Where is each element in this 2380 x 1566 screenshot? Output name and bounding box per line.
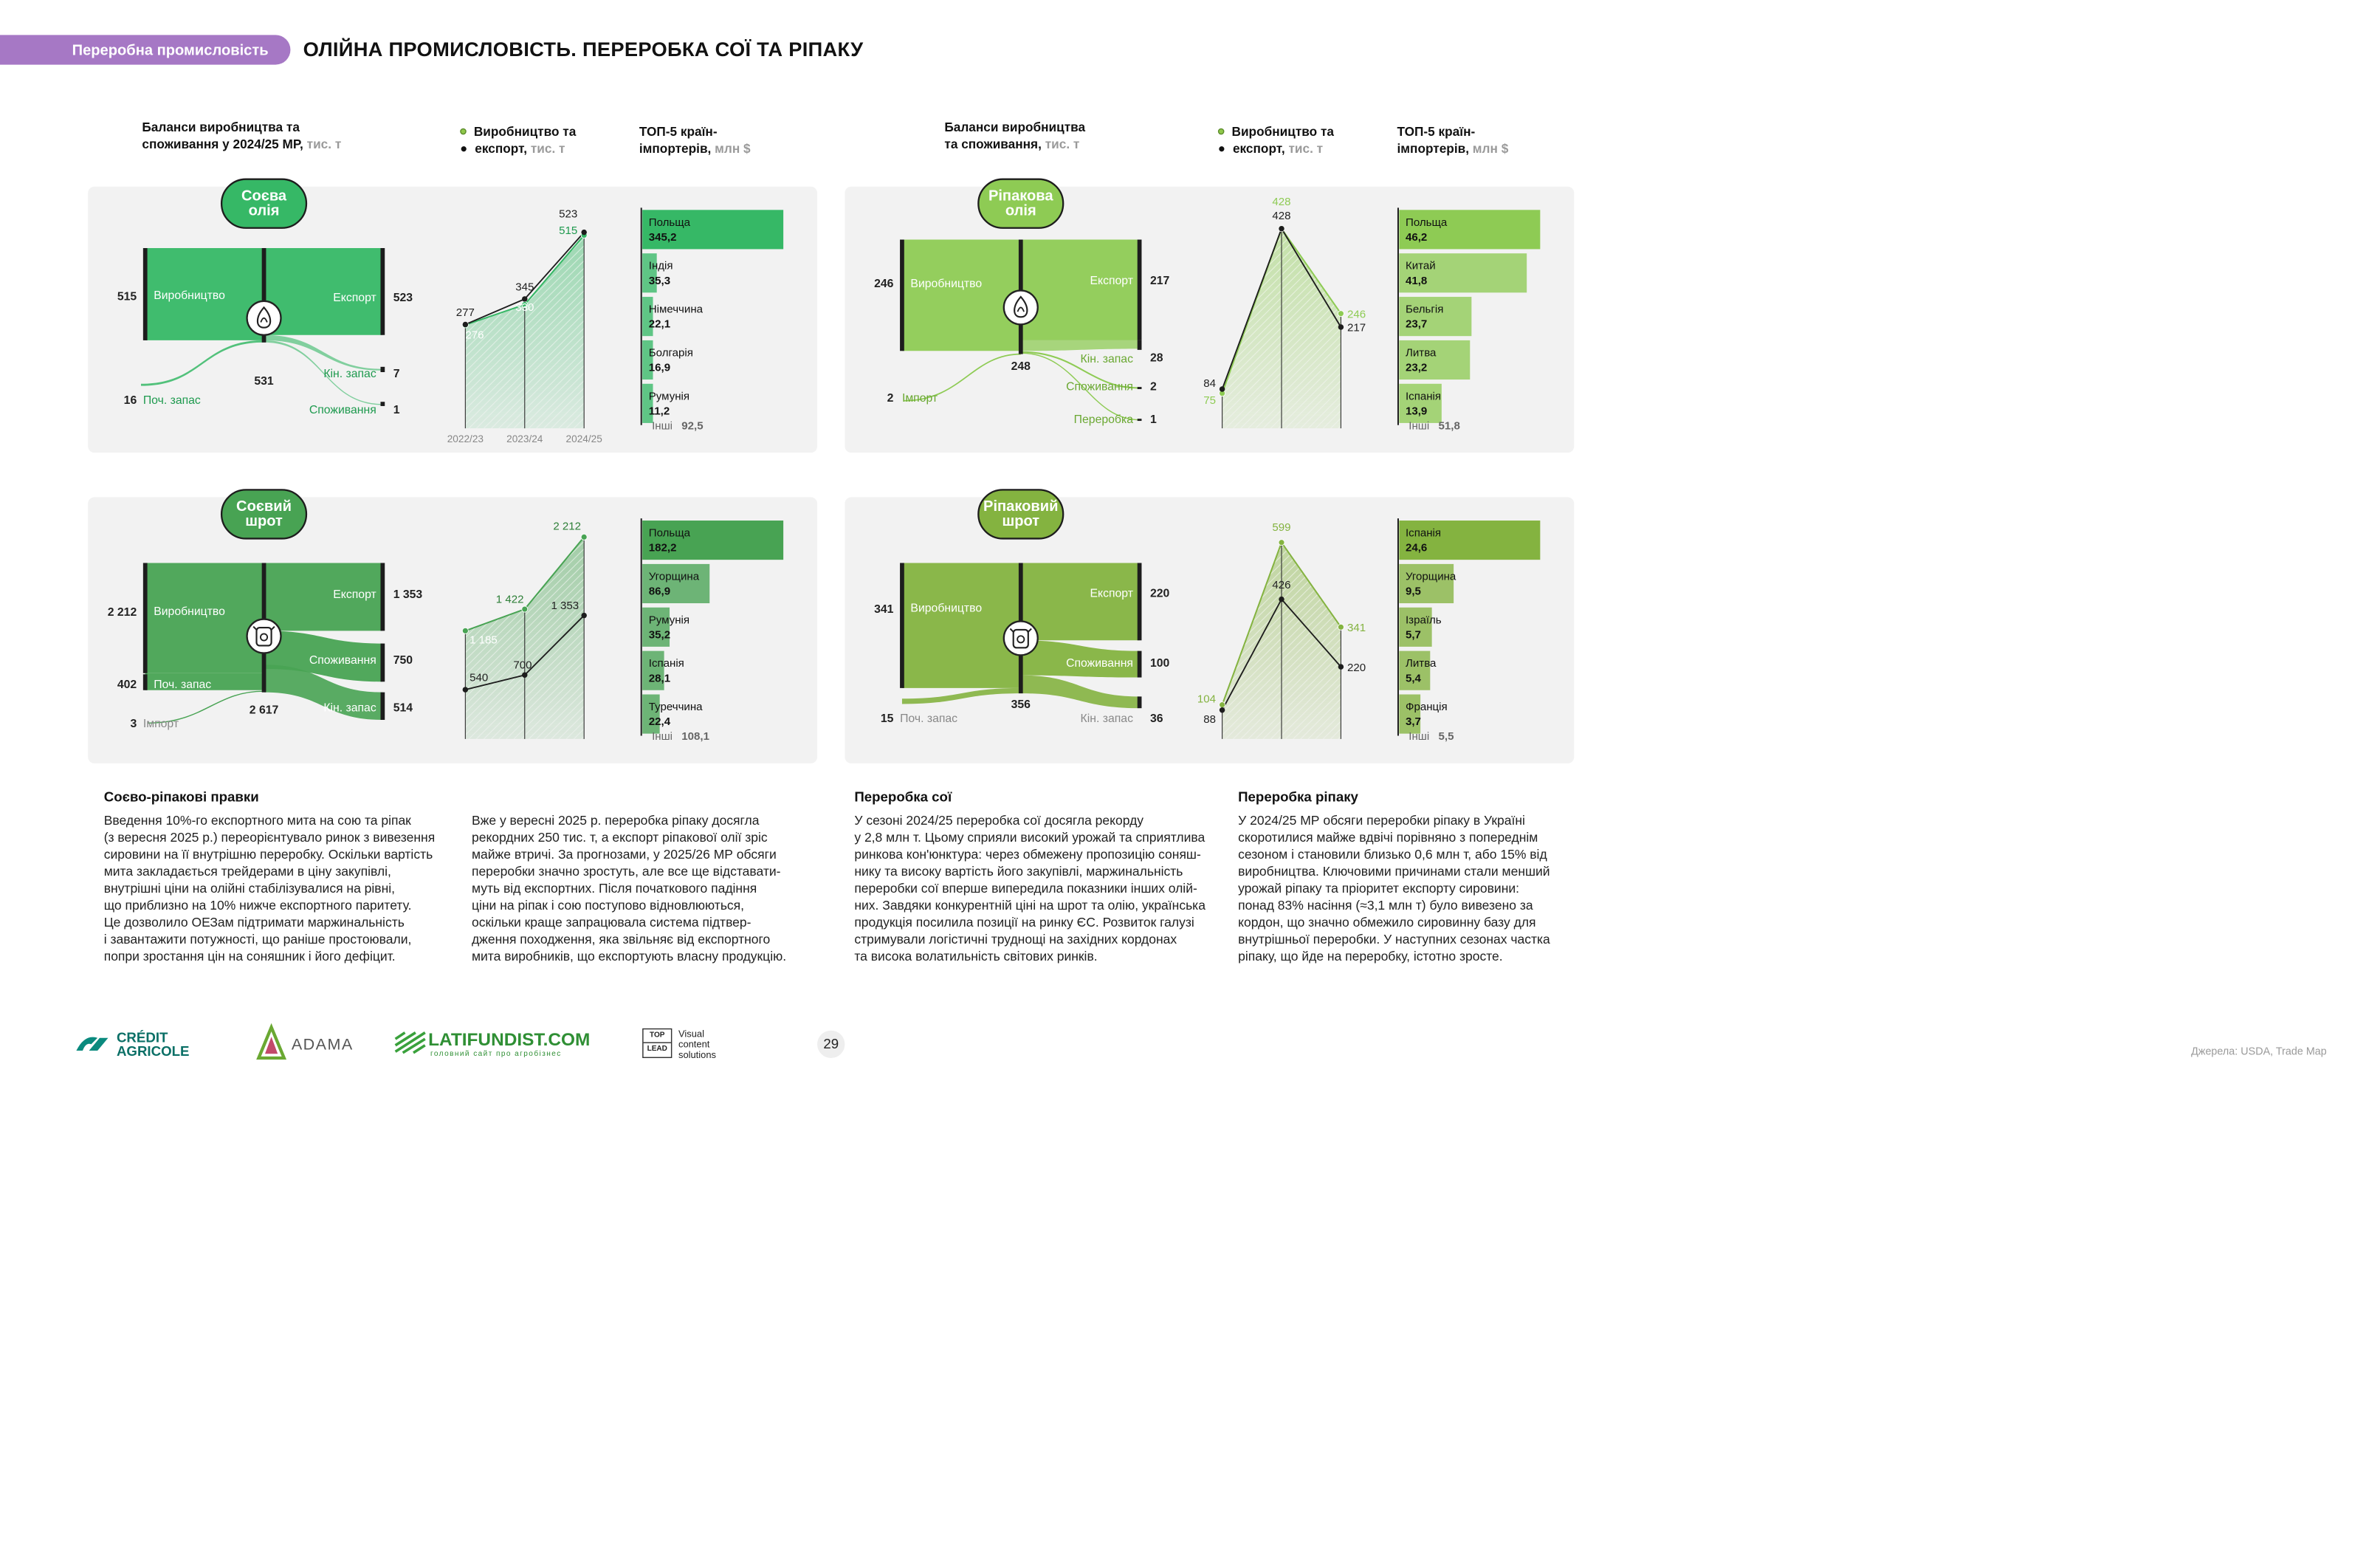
production-legend-dot bbox=[1218, 128, 1225, 135]
article-line: муть від експортних. Після початкового падіння bbox=[471, 881, 757, 896]
node-bar bbox=[1138, 651, 1142, 678]
import-value: 24,6 bbox=[1406, 541, 1428, 554]
others-label: Інші bbox=[1409, 419, 1430, 433]
flow-label: Споживання bbox=[1066, 657, 1133, 670]
import-value: 345,2 bbox=[648, 230, 677, 244]
others-value: 92,5 bbox=[681, 419, 704, 433]
flow-value: 248 bbox=[1011, 360, 1031, 374]
flow-value: 2 617 bbox=[249, 704, 279, 717]
flow-band bbox=[902, 563, 1021, 687]
production-point bbox=[522, 606, 528, 612]
top5-header-right: ТОП-5 країн- імпортерів, млн $ bbox=[1397, 124, 1509, 157]
export-legend-dot bbox=[1219, 146, 1224, 151]
article-body-4 bbox=[1238, 812, 1577, 965]
article-line: кордон, що значно обмежило сировинну базу для bbox=[1238, 915, 1536, 930]
export-value: 523 bbox=[559, 207, 578, 221]
article-line: Це дозволило ОЕЗам підтримати маржинальність bbox=[103, 915, 405, 930]
node-bar bbox=[143, 563, 148, 673]
node-bar bbox=[1138, 387, 1142, 389]
export-value: 277 bbox=[455, 306, 475, 319]
production-point bbox=[1279, 540, 1284, 546]
article-body-3 bbox=[854, 812, 1214, 965]
import-value: 41,8 bbox=[1406, 274, 1428, 287]
export-point bbox=[463, 322, 468, 327]
article-line: У 2024/25 МР обсяги переробки ріпаку в Україні bbox=[1238, 813, 1525, 828]
flow-label: Виробництво bbox=[154, 289, 225, 302]
article-line: ріпаку, що йде на переробку, істотно зросте. bbox=[1238, 949, 1503, 964]
import-value: 22,4 bbox=[648, 715, 671, 729]
flow-value: 7 bbox=[393, 368, 400, 381]
top5-header-left: ТОП-5 країн- імпортерів, млн $ bbox=[639, 124, 751, 157]
production-point bbox=[462, 628, 468, 633]
country-label: Китай bbox=[1406, 259, 1436, 272]
production-value: 276 bbox=[465, 329, 484, 342]
country-label: Литва bbox=[1406, 346, 1437, 360]
article-line: Введення 10%-го експортного мита на сою та ріпак bbox=[103, 813, 411, 828]
balance-header-right: Баланси виробництва та споживання, тис. т bbox=[944, 120, 1086, 152]
node-bar bbox=[900, 563, 904, 687]
article-line: стримували логістичні труднощі на західних кордонах bbox=[854, 932, 1177, 947]
prod-export-header-right: Виробництво та експорт, тис. т bbox=[1218, 123, 1334, 157]
import-value: 11,2 bbox=[648, 405, 670, 418]
article-line: та висока волатильність світових ринків. bbox=[854, 949, 1098, 964]
article-line: (з вересня 2025 р.) переорієнтувало ринок з вивезення bbox=[103, 830, 436, 845]
country-label: Румунія bbox=[648, 390, 690, 403]
export-point bbox=[1220, 707, 1225, 712]
import-value: 23,7 bbox=[1406, 317, 1428, 331]
country-label: Іспанія bbox=[648, 657, 684, 670]
flow-label: Імпорт bbox=[142, 718, 179, 731]
flow-label: Кін. запас bbox=[1080, 712, 1133, 725]
import-value: 182,2 bbox=[648, 541, 677, 554]
article-line: переробки значно зростуть, але все ще відставати- bbox=[471, 864, 781, 879]
panel-rapeseed-meal bbox=[845, 497, 1574, 763]
x-tick-label: 2023/24 bbox=[506, 433, 543, 444]
flow-value: 514 bbox=[393, 701, 413, 715]
article-title-soy-processing: Переробка сої bbox=[854, 789, 952, 805]
export-point bbox=[1279, 226, 1284, 231]
article-line: у 2,8 млн т. Цьому сприяли високий урожай та сприятлива bbox=[854, 830, 1206, 845]
flow-band bbox=[264, 335, 383, 371]
flow-band bbox=[1021, 340, 1140, 351]
article-line: що приблизно на 10% нижче експортного паритету. bbox=[103, 898, 412, 913]
flow-value: 750 bbox=[393, 653, 413, 667]
country-label: Угорщина bbox=[1406, 570, 1456, 583]
production-value: 428 bbox=[1272, 196, 1291, 209]
export-point bbox=[522, 673, 527, 678]
node-bar bbox=[380, 367, 385, 372]
product-name: олія bbox=[248, 202, 280, 219]
others-value: 5,5 bbox=[1438, 730, 1454, 743]
production-value: 75 bbox=[1203, 394, 1216, 408]
export-point bbox=[1220, 386, 1225, 391]
import-value: 23,2 bbox=[1406, 361, 1428, 374]
flow-value: 341 bbox=[874, 602, 894, 616]
soy-meal-graphic bbox=[88, 497, 819, 762]
bag-icon bbox=[1004, 621, 1038, 655]
flow-label: Споживання bbox=[1066, 380, 1133, 394]
section-pill: Переробна промисловість bbox=[0, 35, 290, 64]
field-icon bbox=[394, 1031, 426, 1054]
article-line: внутрішньої переробки. У наступних сезонах частка bbox=[1238, 932, 1550, 947]
production-value: 599 bbox=[1272, 521, 1291, 534]
country-label: Іспанія bbox=[1406, 390, 1442, 403]
article-line: майже втричі. За прогнозами, у 2025/26 МР обсяги bbox=[471, 847, 777, 862]
import-value: 16,9 bbox=[648, 361, 671, 374]
production-point bbox=[1338, 311, 1344, 317]
country-label: Польща bbox=[648, 526, 691, 540]
flow-value: 523 bbox=[393, 291, 413, 304]
import-value: 5,7 bbox=[1406, 628, 1421, 642]
flow-band bbox=[1021, 240, 1140, 340]
rapeseed-meal-graphic bbox=[845, 497, 1576, 762]
flow-value: 531 bbox=[254, 375, 274, 388]
import-value: 13,9 bbox=[1406, 405, 1428, 418]
production-point bbox=[581, 534, 587, 540]
others-label: Інші bbox=[652, 419, 673, 433]
export-legend-dot bbox=[461, 146, 467, 151]
flow-value: 1 bbox=[393, 404, 400, 417]
flow-band bbox=[1021, 563, 1140, 640]
production-value: 1 185 bbox=[470, 633, 498, 647]
node-bar bbox=[380, 693, 385, 720]
flow-value: 3 bbox=[130, 718, 137, 731]
balance-header-left: Баланси виробництва та споживання у 2024/25 МР, тис. т bbox=[142, 120, 342, 152]
x-tick-label: 2024/25 bbox=[565, 433, 602, 444]
article-line: них. Завдяки конкурентній ціні на шрот та олію, українська bbox=[854, 898, 1206, 913]
node-bar bbox=[380, 402, 385, 406]
article-line: скоротилися майже вдвічі порівняно з попереднім bbox=[1238, 830, 1538, 845]
article-line: і завантажити потужності, що раніше простоювали, bbox=[103, 932, 412, 947]
prod-export-header-left: Виробництво та експорт, тис. т bbox=[460, 123, 576, 157]
import-value: 35,3 bbox=[648, 274, 671, 287]
article-line: рекордних 250 тис. т, а експорт ріпакової олії зріс bbox=[471, 830, 768, 845]
country-label: Ізраїль bbox=[1406, 614, 1442, 627]
flow-value: 36 bbox=[1149, 712, 1163, 725]
export-value: 88 bbox=[1203, 712, 1216, 726]
product-name: шрот bbox=[245, 513, 283, 530]
flow-band bbox=[1021, 676, 1140, 709]
export-point bbox=[581, 613, 586, 618]
flow-label: Поч. запас bbox=[154, 678, 212, 691]
credit-agricole-icon bbox=[75, 1031, 111, 1055]
article-body-1 bbox=[104, 812, 443, 965]
node-bar bbox=[380, 563, 385, 631]
flow-value: 100 bbox=[1149, 657, 1170, 670]
export-value: 1 353 bbox=[551, 599, 579, 612]
flow-value: 28 bbox=[1149, 351, 1163, 365]
export-value: 426 bbox=[1272, 579, 1291, 592]
article-line: продукція посилила позиції на ринку ЄС. Розвиток галузі bbox=[854, 915, 1194, 930]
page-title: ОЛІЙНА ПРОМИСЛОВІСТЬ. ПЕРЕРОБКА СОЇ ТА РІПАКУ bbox=[303, 39, 864, 62]
production-value: 515 bbox=[559, 224, 578, 238]
article-line: понад 83% насіння (≈3,1 млн т) було вивезено за bbox=[1238, 898, 1533, 913]
import-value: 35,2 bbox=[648, 628, 671, 642]
product-name: Соєвий bbox=[236, 498, 292, 515]
page-number: 29 bbox=[817, 1031, 845, 1058]
article-line: оскільки краще запрацювала система підтвер- bbox=[471, 915, 752, 930]
country-label: Індія bbox=[648, 259, 673, 272]
bag-icon bbox=[247, 619, 281, 653]
article-body-2 bbox=[472, 812, 811, 965]
export-value: 345 bbox=[515, 281, 534, 294]
article-title-rape-processing: Переробка ріпаку bbox=[1238, 789, 1358, 805]
soy-oil-graphic bbox=[88, 187, 819, 452]
flow-band bbox=[141, 340, 264, 386]
article-line: виробництва. Ключовими причинами стали менший bbox=[1238, 864, 1550, 879]
import-value: 28,1 bbox=[648, 672, 671, 685]
article-line: сировини на її внутрішню переробку. Оскільки вартість bbox=[103, 847, 433, 862]
flow-label: Виробництво bbox=[910, 602, 983, 615]
export-point bbox=[463, 687, 468, 692]
panel-rapeseed-oil bbox=[845, 187, 1574, 453]
flow-label: Експорт bbox=[1090, 587, 1133, 600]
flow-label: Кін. запас bbox=[323, 368, 376, 381]
product-name: шрот bbox=[1002, 513, 1040, 530]
flow-value: 16 bbox=[123, 394, 137, 408]
production-value: 330 bbox=[515, 301, 534, 315]
country-label: Польща bbox=[648, 216, 691, 229]
others-label: Інші bbox=[1409, 730, 1430, 743]
country-label: Болгарія bbox=[648, 346, 693, 360]
export-value: 540 bbox=[470, 671, 489, 684]
flow-band bbox=[145, 563, 264, 673]
product-name: Соєва bbox=[241, 188, 287, 205]
article-line: Вже у вересні 2025 р. переробка ріпаку досягла bbox=[471, 813, 760, 828]
flow-label: Кін. запас bbox=[1080, 353, 1133, 366]
production-value: 1 422 bbox=[495, 593, 524, 606]
node-bar bbox=[1138, 419, 1142, 421]
sources-note: Джерела: USDA, Trade Map bbox=[2191, 1046, 2327, 1059]
flow-label: Кін. запас bbox=[323, 701, 376, 715]
production-value: 341 bbox=[1347, 622, 1366, 635]
export-point bbox=[1338, 664, 1344, 669]
flow-value: 1 bbox=[1149, 413, 1157, 426]
node-bar bbox=[143, 674, 148, 690]
flow-value: 220 bbox=[1149, 587, 1170, 600]
import-value: 5,4 bbox=[1406, 672, 1421, 685]
production-value: 104 bbox=[1197, 693, 1216, 706]
production-legend-dot bbox=[460, 128, 467, 135]
flow-value: 2 bbox=[887, 392, 894, 405]
export-point bbox=[581, 230, 586, 235]
country-label: Франція bbox=[1406, 701, 1448, 714]
flow-label: Поч. запас bbox=[142, 394, 201, 408]
flow-value: 217 bbox=[1149, 274, 1170, 287]
node-bar bbox=[1138, 340, 1142, 350]
node-bar bbox=[143, 248, 148, 340]
import-value: 22,1 bbox=[648, 317, 671, 331]
flow-band bbox=[902, 688, 1021, 704]
flow-value: 15 bbox=[880, 712, 894, 725]
import-value: 9,5 bbox=[1406, 585, 1421, 598]
flow-band bbox=[902, 240, 1021, 351]
product-name: Ріпаковий bbox=[983, 498, 1059, 515]
others-label: Інші bbox=[652, 730, 673, 743]
flow-label: Виробництво bbox=[910, 278, 983, 291]
country-label: Німеччина bbox=[648, 303, 704, 316]
node-bar bbox=[380, 644, 385, 682]
article-line: дження походження, яка звільняє від експортного bbox=[471, 932, 771, 947]
flow-value: 2 bbox=[1149, 380, 1157, 394]
product-name: Ріпакова bbox=[988, 188, 1053, 205]
export-value: 84 bbox=[1203, 377, 1216, 391]
import-value: 86,9 bbox=[648, 585, 671, 598]
flow-label: Експорт bbox=[333, 588, 376, 601]
node-bar bbox=[380, 248, 385, 335]
flow-label: Поч. запас bbox=[900, 712, 958, 725]
article-line: мита закладається трейдерами в ціну закупівлі, bbox=[103, 864, 391, 879]
x-tick-label: 2022/23 bbox=[447, 433, 484, 444]
production-point bbox=[1220, 702, 1225, 708]
article-line: мита виробників, що експортують власну продукцію. bbox=[471, 949, 787, 964]
import-value: 3,7 bbox=[1406, 715, 1421, 729]
panel-soy-meal bbox=[88, 497, 817, 763]
node-bar bbox=[900, 240, 904, 351]
article-line: ціни на ріпак і сою поступово відновлюються, bbox=[471, 898, 745, 913]
export-value: 700 bbox=[513, 659, 532, 672]
flow-value: 2 212 bbox=[107, 606, 137, 619]
production-value: 2 212 bbox=[553, 520, 582, 533]
import-value: 46,2 bbox=[1406, 230, 1428, 244]
country-label: Польща bbox=[1406, 216, 1448, 229]
panel-soy-oil bbox=[88, 187, 817, 453]
flow-value: 1 353 bbox=[393, 588, 423, 601]
node-bar bbox=[1138, 240, 1142, 340]
export-value: 217 bbox=[1347, 321, 1366, 334]
article-line: урожай ріпаку та пріоритет експорту сировини: bbox=[1238, 881, 1520, 896]
article-line: У сезоні 2024/25 переробка сої досягла рекорду bbox=[854, 813, 1144, 828]
flow-label: Імпорт bbox=[901, 392, 938, 405]
adama-icon bbox=[258, 1026, 285, 1060]
flow-label: Експорт bbox=[333, 291, 376, 304]
country-label: Угорщина bbox=[648, 570, 700, 583]
others-value: 108,1 bbox=[681, 730, 709, 743]
node-bar bbox=[1138, 563, 1142, 640]
flow-label: Експорт bbox=[1090, 274, 1133, 287]
country-label: Бельгія bbox=[1406, 303, 1444, 316]
production-value: 246 bbox=[1347, 308, 1366, 321]
country-label: Туреччина bbox=[648, 701, 703, 714]
export-point bbox=[1338, 324, 1344, 329]
country-label: Іспанія bbox=[1406, 526, 1442, 540]
article-line: внутрішні ціни на олійні стабілізувалися на рівні, bbox=[103, 881, 396, 896]
flow-label: Споживання bbox=[309, 404, 376, 417]
flow-label: Переробка bbox=[1073, 413, 1133, 426]
country-label: Литва bbox=[1406, 657, 1437, 670]
production-point bbox=[1338, 624, 1344, 630]
flow-value: 246 bbox=[874, 278, 894, 291]
country-label: Румунія bbox=[648, 614, 690, 627]
flow-value: 356 bbox=[1011, 698, 1031, 712]
article-line: нику та високу вартість його закупівлі, маржинальність bbox=[854, 864, 1183, 879]
flow-label: Виробництво bbox=[154, 605, 225, 618]
product-name: олія bbox=[1005, 202, 1036, 219]
article-title-soy-rape: Соєво-ріпакові правки bbox=[103, 789, 259, 805]
article-line: переробки сої вперше випередила показники інших олій- bbox=[854, 881, 1197, 896]
node-bar bbox=[1138, 696, 1142, 708]
export-value: 220 bbox=[1347, 661, 1366, 674]
export-value: 428 bbox=[1272, 209, 1291, 222]
export-point bbox=[1279, 597, 1284, 602]
others-value: 51,8 bbox=[1438, 419, 1460, 433]
article-line: попри зростання цін на соняшник і його дефіцит. bbox=[103, 949, 396, 964]
flow-label: Споживання bbox=[309, 653, 376, 667]
rapeseed-oil-graphic bbox=[845, 187, 1576, 452]
flow-value: 402 bbox=[117, 678, 137, 691]
flow-value: 515 bbox=[117, 290, 137, 303]
article-line: ринкова кон'юнктура: через обмежену пропозицію соняш- bbox=[854, 847, 1201, 862]
article-line: сезоном і становили близько 0,6 млн т, або 15% від bbox=[1238, 847, 1547, 862]
